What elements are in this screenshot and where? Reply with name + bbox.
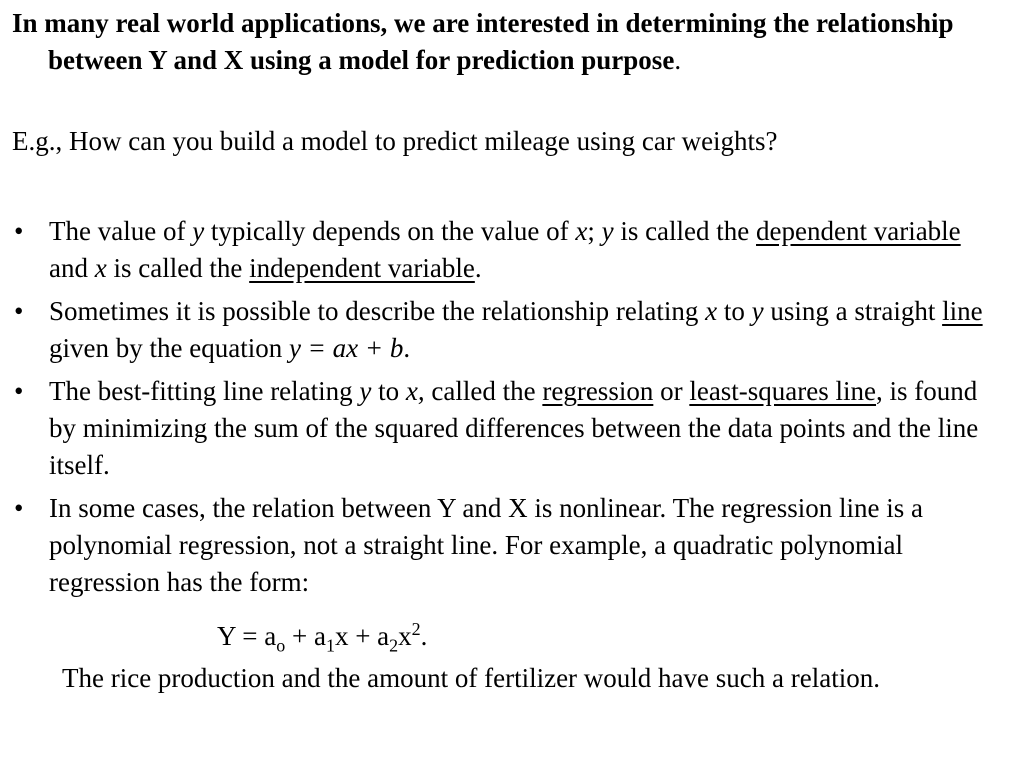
eq-part: x (398, 621, 412, 651)
eq-subscript: o (276, 635, 286, 656)
text: called the (424, 376, 543, 406)
intro-text: In many real world applications, we are interested in determining the relationship between Y and X using a model for prediction purpose (12, 8, 954, 75)
eq-subscript: 1 (325, 635, 335, 656)
bullet-regression-line (12, 373, 1002, 484)
text: using a straight (763, 296, 943, 326)
var-x: x (575, 216, 588, 246)
bullet-icon: • (14, 493, 24, 523)
bullet-nonlinear (12, 490, 1002, 601)
text: to (371, 376, 406, 406)
bullet-icon: • (14, 296, 24, 326)
text: given by the equation (49, 333, 289, 363)
text: . (403, 333, 411, 363)
eq-subscript: 2 (389, 635, 399, 656)
term-regression: regression (542, 376, 654, 406)
term-line: line (942, 296, 983, 326)
text: , is found by minimizing the sum of the squared differences between the data points and the line itself. (49, 376, 979, 480)
text: The best-fitting line relating (49, 376, 360, 406)
eq-part: . (420, 621, 428, 651)
eq-part: Y = a (217, 621, 277, 651)
example-question: E.g., How can you build a model to predict mileage using car weights? (12, 126, 778, 156)
text: Sometimes it is possible to describe the relationship relating (49, 296, 706, 326)
var-y: y (601, 216, 614, 246)
bullet-dependent-variable (12, 213, 1002, 287)
var-x: x (705, 296, 718, 326)
term-dependent-variable: dependent variable (756, 216, 961, 246)
text: The value of (49, 216, 193, 246)
term-independent-variable: independent variable (249, 253, 475, 283)
eq-superscript: 2 (411, 619, 421, 639)
text: to (717, 296, 752, 326)
quadratic-equation (217, 618, 427, 655)
bullet-straight-line (12, 293, 1002, 367)
var-y: y (192, 216, 205, 246)
intro-period: . (674, 45, 682, 75)
text: In some cases, the relation between Y and X is nonlinear. The regression line is a polynomial regression, not a straight line. For example, a quadratic polynomial regression has the form: (49, 493, 923, 597)
bullet-icon: • (14, 216, 24, 246)
var-x: x, (405, 376, 425, 406)
text: ; (587, 216, 602, 246)
text: typically depends on the value of (204, 216, 576, 246)
term-least-squares-line: least-squares line (689, 376, 877, 406)
bullet-icon: • (14, 376, 24, 406)
var-y: y (359, 376, 372, 406)
var-x: x (94, 253, 107, 283)
text: or (653, 376, 690, 406)
bullet-list (12, 213, 1002, 607)
eq-part: x + a (334, 621, 390, 651)
text: is called the (106, 253, 250, 283)
var-y: y (751, 296, 764, 326)
text: and (49, 253, 95, 283)
eq-part: + a (285, 621, 326, 651)
intro-paragraph (12, 5, 1024, 79)
text: is called the (613, 216, 757, 246)
text: . (474, 253, 482, 283)
linear-equation: y = ax + b (288, 333, 404, 363)
closing-paragraph: The rice production and the amount of fertilizer would have such a relation. (62, 663, 880, 693)
